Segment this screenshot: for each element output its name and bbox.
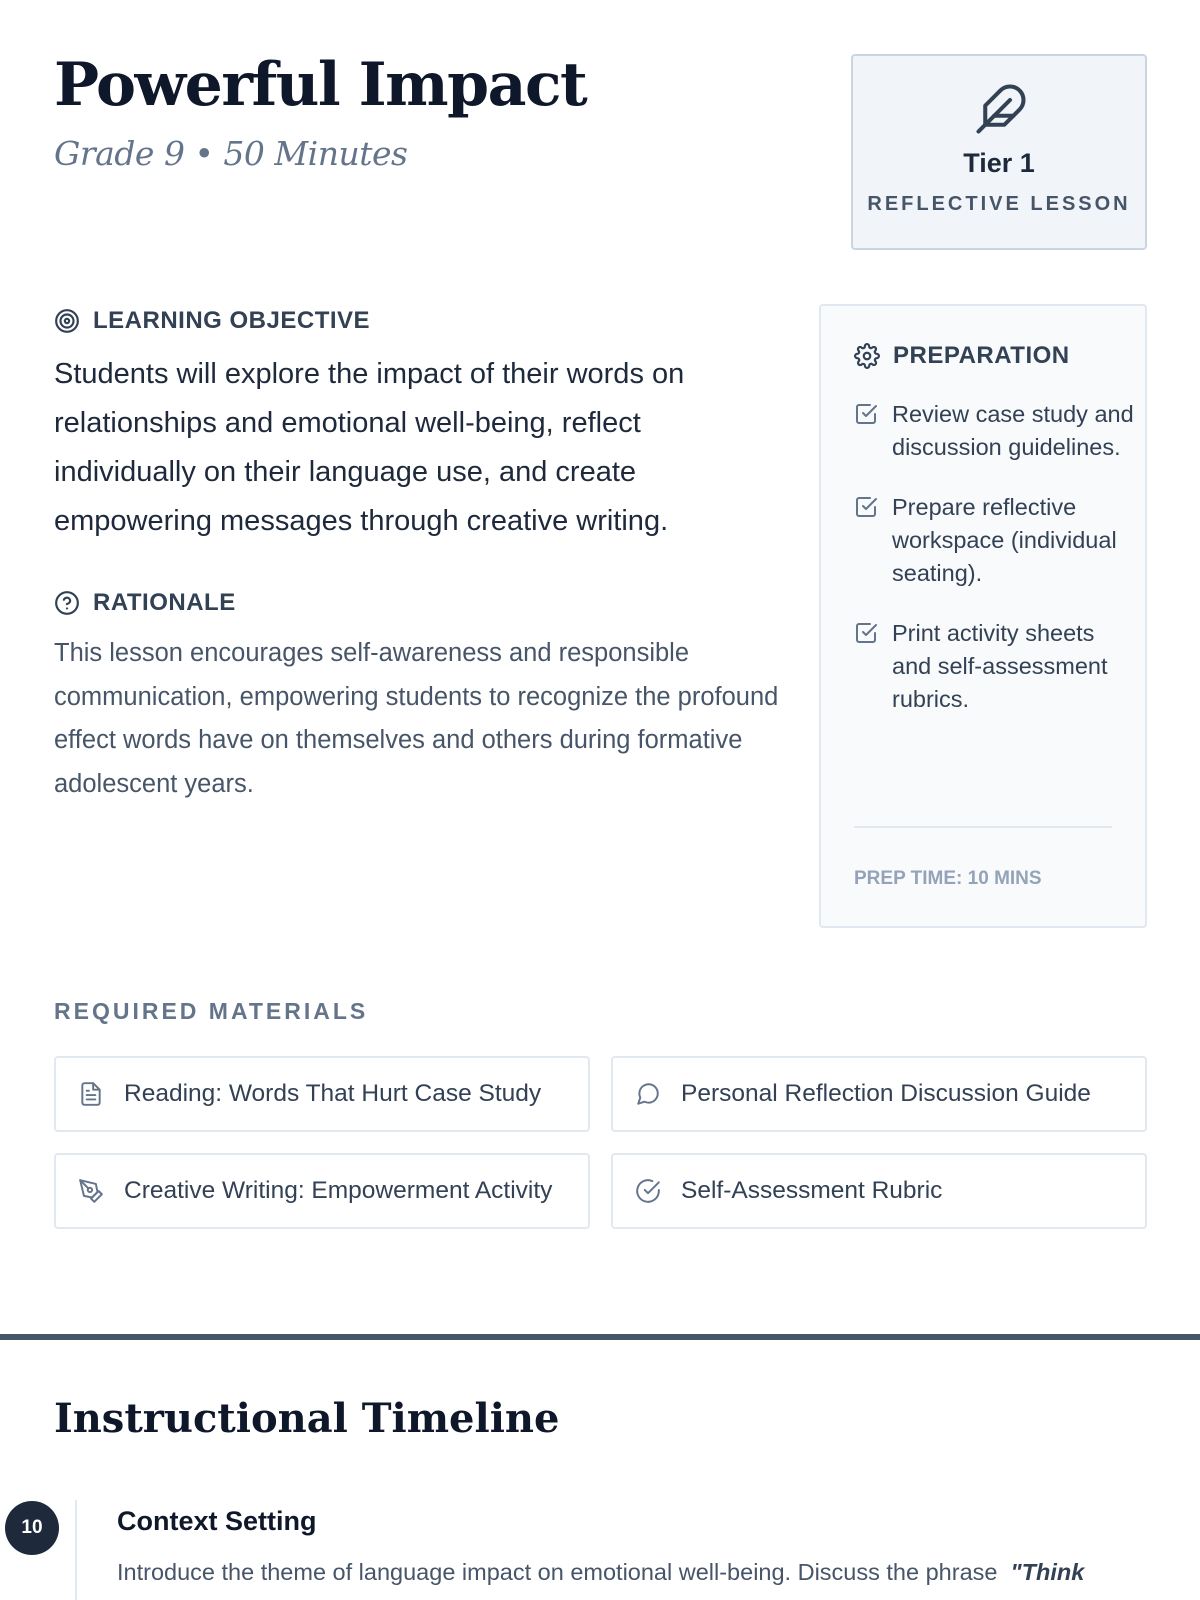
timeline-heading: Instructional Timeline: [54, 1395, 560, 1442]
tier-card: [851, 54, 1147, 250]
prep-time: PREP TIME: 10 MINS: [854, 868, 1042, 889]
preparation-divider: [854, 826, 1112, 828]
preparation-item-text: Print activity sheets and self-assessment rubrics.: [892, 620, 1108, 712]
tier-label: Tier 1: [963, 148, 1035, 178]
page-subtitle: Grade 9 • 50 Minutes: [54, 134, 408, 173]
material-creative-writing[interactable]: [54, 1153, 590, 1229]
section-divider: [0, 1334, 1200, 1340]
step-title: Context Setting: [117, 1506, 317, 1536]
material-label: Personal Reflection Discussion Guide: [681, 1080, 1091, 1107]
check-circle-icon: [635, 1178, 661, 1204]
question-circle-icon: [54, 590, 80, 616]
tier-type: REFLECTIVE LESSON: [867, 193, 1131, 215]
pen-tool-icon: [78, 1178, 104, 1204]
preparation-heading-label: PREPARATION: [893, 342, 1070, 369]
material-label: Reading: Words That Hurt Case Study: [124, 1080, 542, 1107]
checkbox-checked-icon: [854, 495, 878, 519]
step-description-text: Introduce the theme of language impact on emotional well-being. Discuss the phrase: [117, 1559, 998, 1585]
preparation-card: [819, 304, 1147, 928]
document-icon: [78, 1081, 104, 1107]
preparation-item: [854, 617, 1134, 716]
checkbox-checked-icon: [854, 621, 878, 645]
step-minutes-badge: 10: [5, 1501, 59, 1555]
objective-heading-label: LEARNING OBJECTIVE: [93, 307, 371, 334]
materials-heading: REQUIRED MATERIALS: [54, 998, 369, 1024]
material-rubric[interactable]: [611, 1153, 1147, 1229]
chat-bubble-icon: [635, 1081, 661, 1107]
preparation-heading: [854, 342, 1070, 370]
material-label: Self-Assessment Rubric: [681, 1177, 943, 1204]
gear-icon: [854, 343, 880, 369]
material-label: Creative Writing: Empowerment Activity: [124, 1177, 553, 1204]
preparation-item: [854, 491, 1134, 590]
objective-text: Students will explore the impact of their words on relationships and emotional well-being, reflect individually on their language use, and create empowering messages through creative writing.: [54, 358, 685, 537]
step-quote: "Think: [1010, 1559, 1085, 1585]
objective-heading: [54, 307, 370, 335]
material-case-study[interactable]: [54, 1056, 590, 1132]
page-title: Powerful Impact: [54, 50, 587, 120]
feather-icon: [974, 82, 1028, 136]
rationale-text: This lesson encourages self-awareness and responsible communication, empowering students to recognize the profound effect words have on themselves and others during formative adolescent years.: [54, 639, 779, 798]
checkbox-checked-icon: [854, 402, 878, 426]
timeline-line: [75, 1500, 77, 1600]
step-description: [117, 1559, 1084, 1586]
rationale-heading: [54, 589, 236, 617]
preparation-item-text: Review case study and discussion guidelines.: [892, 401, 1134, 460]
preparation-list: [854, 398, 1134, 743]
preparation-item-text: Prepare reflective workspace (individual seating).: [892, 494, 1117, 586]
material-discussion-guide[interactable]: [611, 1056, 1147, 1132]
target-icon: [54, 308, 80, 334]
preparation-item: [854, 398, 1134, 464]
rationale-heading-label: RATIONALE: [93, 589, 236, 616]
